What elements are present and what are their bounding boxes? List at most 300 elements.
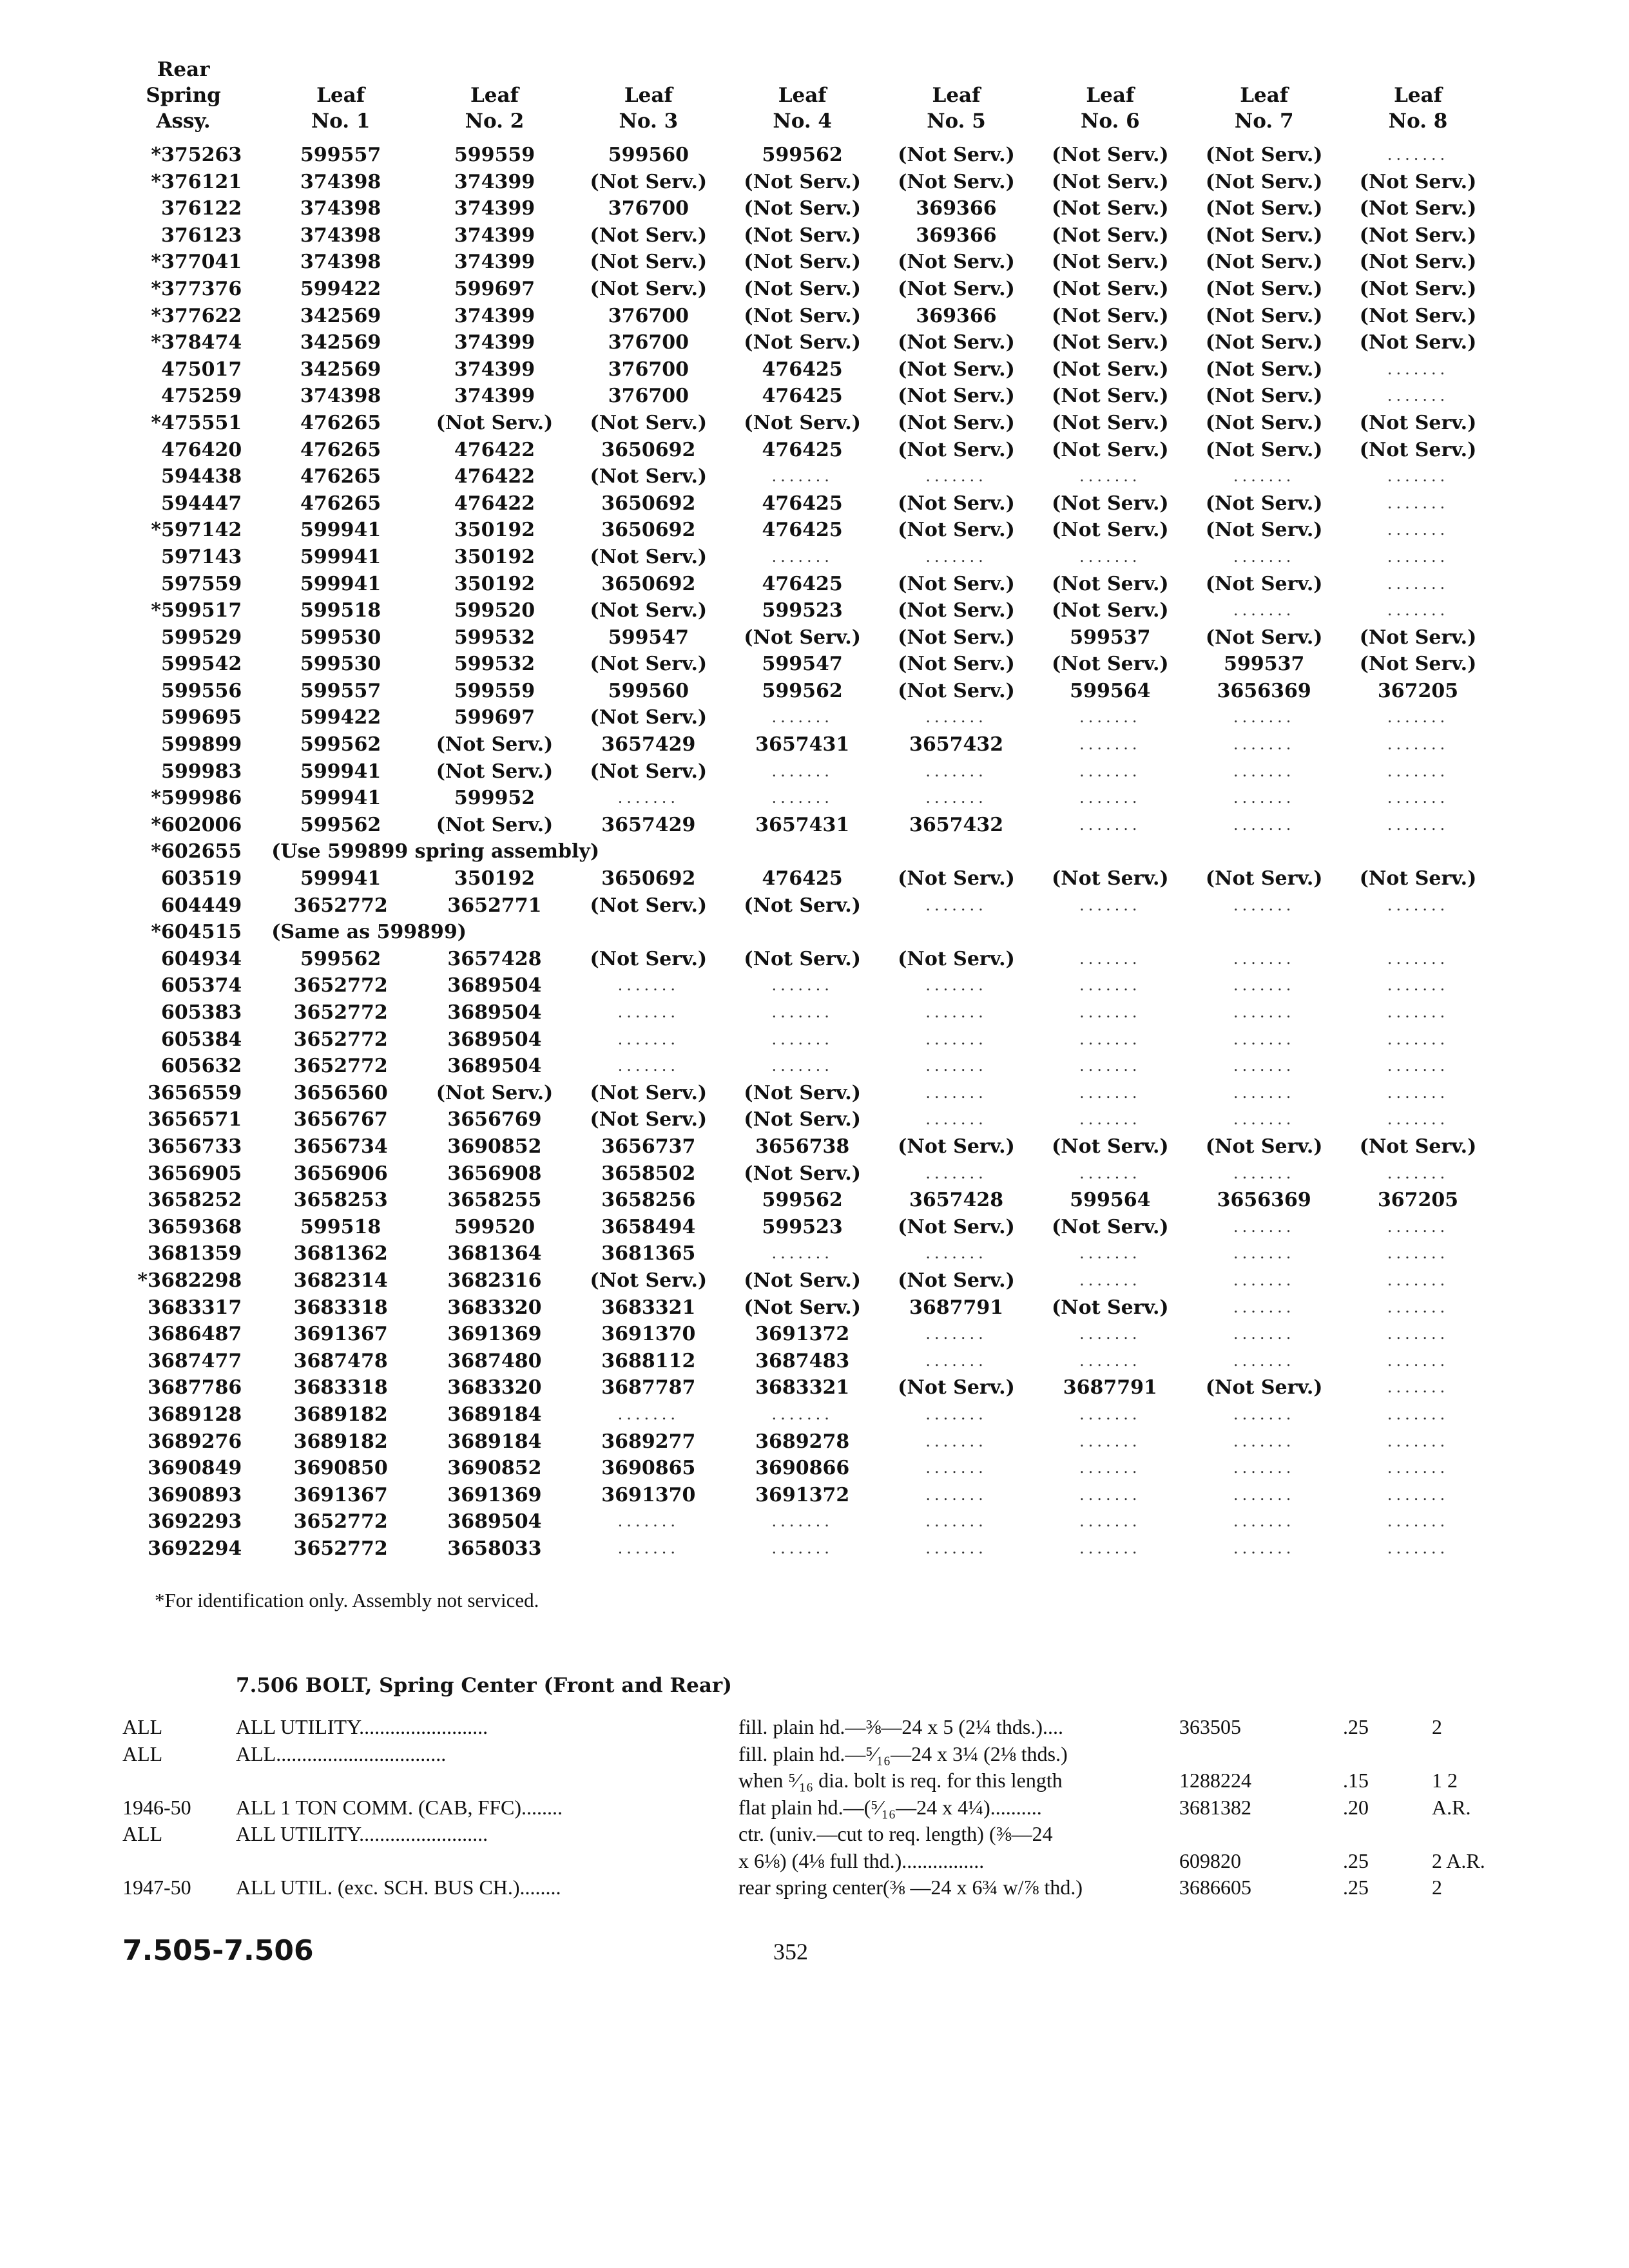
- leaf-cell: 599562: [300, 947, 381, 970]
- leaf-cell: 599520: [454, 599, 535, 622]
- leaf-cell: (Not Serv.): [898, 170, 1015, 193]
- leaf-cell: .......: [771, 467, 833, 486]
- description-cell: when ⁵⁄₁₆ dia. bolt is req. for this length: [738, 1769, 1063, 1792]
- leaf-cell: .......: [1387, 1512, 1449, 1531]
- table-row: [103, 865, 1495, 892]
- section-title: 7.506 BOLT, Spring Center (Front and Rear): [236, 1674, 732, 1697]
- leaf-cell: (Not Serv.): [1052, 1135, 1169, 1158]
- leaf-cell: .......: [925, 1083, 987, 1102]
- table-row: [103, 1240, 1495, 1267]
- leaf-cell: (Not Serv.): [1052, 251, 1169, 274]
- leaf-cell: (Not Serv.): [1052, 197, 1169, 220]
- leaf-cell: 3657429: [601, 733, 696, 756]
- leaf-cell: .......: [771, 762, 833, 780]
- leaf-cell: 599560: [608, 679, 689, 702]
- leaf-cell: (Not Serv.): [744, 277, 861, 300]
- assy-number-cell: 605374: [160, 974, 242, 997]
- leaf-cell: 3691369: [447, 1323, 542, 1346]
- leaf-cell: 3652772: [293, 894, 388, 917]
- leaf-cell: 3658253: [293, 1189, 388, 1212]
- leaf-cell: (Not Serv.): [898, 385, 1015, 408]
- leaf-cell: 3652772: [293, 1510, 388, 1533]
- leaf-cell: .......: [925, 1030, 987, 1048]
- leaf-cell: 374398: [300, 385, 381, 408]
- leaf-cell: (Not Serv.): [898, 411, 1015, 434]
- leaf-cell: .......: [1387, 1485, 1449, 1504]
- price-cell: .25: [1343, 1849, 1369, 1872]
- leaf-cell: 599941: [300, 519, 381, 542]
- table-row: [103, 249, 1495, 276]
- leaf-cell: 374399: [454, 170, 535, 193]
- assy-number-cell: *378474: [151, 331, 242, 354]
- leaf-cell: .......: [1233, 1432, 1295, 1450]
- assy-number-cell: 3690849: [148, 1457, 242, 1480]
- leaf-cell: .......: [1387, 1164, 1449, 1182]
- table-row: [103, 1267, 1495, 1294]
- leaf-cell: (Not Serv.): [898, 358, 1015, 381]
- year-cell: 1947-50: [122, 1876, 191, 1899]
- assy-number-cell: 3692294: [148, 1537, 242, 1560]
- header-leaf-4: Leaf No. 4: [773, 84, 832, 133]
- leaf-cell: (Not Serv.): [744, 1269, 861, 1292]
- leaf-cell: .......: [1387, 1432, 1449, 1450]
- leaf-cell: .......: [925, 1351, 987, 1370]
- leaf-cell: (Not Serv.): [898, 277, 1015, 300]
- table-row: [103, 624, 1495, 651]
- leaf-cell: 3691372: [755, 1323, 850, 1346]
- table-row: [103, 1026, 1495, 1053]
- leaf-cell: 350192: [454, 867, 535, 890]
- assy-number-cell: 3659368: [148, 1215, 242, 1238]
- description-cell: rear spring center(⅜ —24 x 6¾ w/⅞ thd.): [738, 1876, 1083, 1899]
- table-row: [103, 1508, 1495, 1535]
- leaf-cell: .......: [1079, 896, 1141, 914]
- assy-number-cell: *376121: [151, 170, 242, 193]
- table-row: [103, 195, 1495, 222]
- leaf-cell: 3689182: [293, 1403, 388, 1426]
- leaf-cell: 599518: [300, 599, 381, 622]
- leaf-cell: .......: [925, 708, 987, 727]
- leaf-cell: (Not Serv.): [590, 706, 708, 729]
- leaf-cell: .......: [1233, 1110, 1295, 1129]
- leaf-cell: 599941: [300, 867, 381, 890]
- leaf-cell: (Not Serv.): [1052, 599, 1169, 622]
- leaf-cell: .......: [1233, 1271, 1295, 1289]
- leaf-cell: (Not Serv.): [1052, 411, 1169, 434]
- leaf-cell: 3691370: [601, 1323, 696, 1346]
- year-cell: 1946-50: [122, 1795, 191, 1819]
- leaf-cell: .......: [1233, 949, 1295, 968]
- assy-number-cell: 475017: [160, 358, 242, 381]
- model-cell: ALL UTILITY.........................: [236, 1715, 488, 1738]
- leaf-cell: 599562: [300, 733, 381, 756]
- leaf-cell: 476425: [762, 492, 843, 515]
- leaf-cell: 3688112: [601, 1349, 696, 1372]
- leaf-cell: .......: [1079, 1083, 1141, 1102]
- leaf-cell: (Not Serv.): [436, 1081, 554, 1104]
- leaf-cell: 3687791: [909, 1296, 1004, 1319]
- leaf-cell: 3683320: [447, 1376, 542, 1399]
- leaf-cell: (Not Serv.): [590, 760, 708, 783]
- assy-number-cell: *597142: [151, 519, 242, 542]
- leaf-cell: 3652772: [293, 974, 388, 997]
- leaf-cell: 3687478: [293, 1349, 388, 1372]
- leaf-cell: .......: [617, 1512, 680, 1531]
- leaf-cell: .......: [925, 1003, 987, 1021]
- leaf-cell: 599557: [300, 144, 381, 166]
- leaf-cell: 374399: [454, 304, 535, 327]
- leaf-cell: .......: [1387, 1244, 1449, 1263]
- leaf-cell: .......: [1387, 387, 1449, 405]
- leaf-cell: .......: [1233, 1512, 1295, 1531]
- leaf-cell: (Not Serv.): [436, 813, 554, 836]
- table-row: [103, 1214, 1495, 1241]
- leaf-cell: .......: [1387, 1298, 1449, 1316]
- leaf-cell: .......: [1079, 547, 1141, 566]
- leaf-cell: .......: [1079, 1325, 1141, 1343]
- leaf-cell: .......: [1387, 1110, 1449, 1129]
- table-row: [103, 1294, 1495, 1321]
- leaf-cell: (Not Serv.): [590, 411, 708, 434]
- leaf-cell: 367205: [1377, 679, 1459, 702]
- leaf-cell: (Not Serv.): [436, 760, 554, 783]
- assy-number-cell: 599542: [160, 653, 242, 676]
- leaf-cell: 374398: [300, 251, 381, 274]
- assy-number-cell: 597559: [160, 572, 242, 595]
- table-row: [103, 571, 1495, 598]
- assy-number-cell: *602655: [151, 840, 242, 863]
- table-row: [103, 222, 1495, 249]
- table-header-row: [103, 57, 1495, 142]
- leaf-cell: (Not Serv.): [1359, 411, 1477, 434]
- leaf-cell: .......: [1233, 1485, 1295, 1504]
- leaf-cell: (Not Serv.): [898, 867, 1015, 890]
- leaf-cell: 342569: [300, 304, 381, 327]
- leaf-cell: .......: [1079, 1405, 1141, 1423]
- leaf-cell: .......: [1387, 949, 1449, 968]
- leaf-cell: .......: [1387, 1351, 1449, 1370]
- leaf-cell: (Not Serv.): [1052, 331, 1169, 354]
- assy-number-cell: *377622: [151, 304, 242, 327]
- leaf-cell: 476422: [454, 492, 535, 515]
- list-item: [0, 1848, 1629, 1875]
- description-cell: x 6⅛) (4⅛ full thd.)................: [738, 1849, 985, 1872]
- table-row: [103, 1160, 1495, 1187]
- table-row: [103, 490, 1495, 517]
- leaf-cell: 599564: [1070, 679, 1151, 702]
- leaf-cell: 3683321: [755, 1376, 850, 1399]
- leaf-cell: 599530: [300, 653, 381, 676]
- description-cell: flat plain hd.—(⁵⁄₁₆—24 x 4¼)..........: [738, 1795, 1042, 1819]
- header-leaf-2: Leaf No. 2: [465, 84, 525, 133]
- leaf-cell: 3689504: [447, 1510, 542, 1533]
- leaf-cell: (Not Serv.): [590, 1081, 708, 1104]
- leaf-cell: .......: [617, 1003, 680, 1021]
- leaf-cell: 476425: [762, 867, 843, 890]
- leaf-cell: .......: [925, 1512, 987, 1531]
- model-cell: ALL UTIL. (exc. SCH. BUS CH.)........: [236, 1876, 561, 1899]
- leaf-cell: (Not Serv.): [1205, 224, 1323, 247]
- leaf-cell: (Not Serv.): [1052, 1296, 1169, 1319]
- leaf-cell: (Not Serv.): [898, 1376, 1015, 1399]
- table-row: [103, 892, 1495, 919]
- leaf-cell: 599564: [1070, 1189, 1151, 1212]
- leaf-cell: 3683318: [293, 1376, 388, 1399]
- table-row: [103, 1455, 1495, 1482]
- leaf-cell: 599523: [762, 1215, 843, 1238]
- leaf-cell: .......: [1079, 762, 1141, 780]
- leaf-cell: (Not Serv.): [590, 170, 708, 193]
- table-body: [103, 142, 1495, 1562]
- leaf-cell: .......: [925, 896, 987, 914]
- leaf-cell: 3652772: [293, 1537, 388, 1560]
- leaf-cell: .......: [1387, 762, 1449, 780]
- leaf-cell: (Not Serv.): [898, 679, 1015, 702]
- table-row: [103, 410, 1495, 437]
- leaf-cell: (Not Serv.): [898, 438, 1015, 461]
- leaf-cell: (Not Serv.): [1359, 867, 1477, 890]
- leaf-cell: .......: [771, 976, 833, 995]
- leaf-cell: 3657431: [755, 813, 850, 836]
- leaf-cell: 599547: [608, 626, 689, 649]
- leaf-cell: 599422: [300, 706, 381, 729]
- assy-number-cell: 3656571: [148, 1108, 242, 1131]
- leaf-cell: 599532: [454, 653, 535, 676]
- leaf-cell: .......: [1387, 1405, 1449, 1423]
- leaf-cell: 342569: [300, 358, 381, 381]
- leaf-cell: 3657432: [909, 813, 1004, 836]
- leaf-cell: .......: [1387, 1378, 1449, 1397]
- assy-number-cell: 597143: [160, 545, 242, 568]
- leaf-cell: 3683320: [447, 1296, 542, 1319]
- part-number-cell: 609820: [1179, 1849, 1241, 1872]
- model-cell: ALL 1 TON COMM. (CAB, FFC)........: [236, 1795, 563, 1819]
- leaf-cell: (Not Serv.): [898, 492, 1015, 515]
- leaf-cell: .......: [771, 1539, 833, 1557]
- leaf-cell: .......: [1079, 1030, 1141, 1048]
- leaf-cell: .......: [1387, 521, 1449, 539]
- leaf-cell: .......: [1387, 1030, 1449, 1048]
- leaf-cell: .......: [1387, 1217, 1449, 1236]
- table-row: [103, 303, 1495, 330]
- leaf-cell: .......: [1079, 1003, 1141, 1021]
- table-row: [103, 758, 1495, 785]
- assy-number-cell: *604515: [151, 921, 242, 944]
- leaf-cell: (Not Serv.): [744, 170, 861, 193]
- leaf-cell: (Not Serv.): [1205, 1376, 1323, 1399]
- assy-number-cell: 3690893: [148, 1483, 242, 1506]
- leaf-cell: (Not Serv.): [1205, 277, 1323, 300]
- leaf-cell: .......: [1233, 601, 1295, 620]
- list-item: [0, 1821, 1629, 1848]
- leaf-cell: 3689277: [601, 1430, 696, 1453]
- part-number-cell: 3681382: [1179, 1795, 1251, 1819]
- leaf-cell: (Not Serv.): [898, 572, 1015, 595]
- leaf-cell: 599941: [300, 572, 381, 595]
- leaf-cell: (Not Serv.): [1359, 277, 1477, 300]
- table-row: [103, 1080, 1495, 1107]
- leaf-cell: 599560: [608, 144, 689, 166]
- leaf-cell: .......: [1233, 735, 1295, 754]
- table-row: [103, 999, 1495, 1026]
- table-row: [103, 463, 1495, 490]
- quantity-cell: 2 A.R.: [1432, 1849, 1485, 1872]
- leaf-cell: .......: [771, 1003, 833, 1021]
- rear-spring-leaf-table: [103, 57, 1495, 1562]
- leaf-cell: (Not Serv.): [590, 1269, 708, 1292]
- leaf-cell: .......: [1233, 976, 1295, 995]
- leaf-cell: 599697: [454, 706, 535, 729]
- leaf-cell: (Not Serv.): [590, 224, 708, 247]
- leaf-cell: (Not Serv.): [590, 1108, 708, 1131]
- leaf-cell: 374399: [454, 224, 535, 247]
- leaf-cell: (Not Serv.): [744, 1081, 861, 1104]
- table-row: [103, 329, 1495, 356]
- assy-number-cell: *375263: [151, 144, 242, 166]
- leaf-cell: (Not Serv.): [898, 331, 1015, 354]
- leaf-cell: .......: [1079, 1512, 1141, 1531]
- header-leaf-3: Leaf No. 3: [619, 84, 679, 133]
- leaf-cell: 476422: [454, 438, 535, 461]
- leaf-cell: 476425: [762, 385, 843, 408]
- table-row: [103, 276, 1495, 303]
- leaf-cell: (Not Serv.): [436, 411, 554, 434]
- leaf-cell: 599523: [762, 599, 843, 622]
- leaf-cell: (Not Serv.): [590, 251, 708, 274]
- year-cell: ALL: [122, 1742, 163, 1765]
- year-cell: ALL: [122, 1715, 163, 1738]
- leaf-cell: 3656738: [755, 1135, 850, 1158]
- leaf-cell: .......: [1387, 601, 1449, 620]
- leaf-cell: .......: [1387, 789, 1449, 807]
- leaf-cell: (Not Serv.): [744, 331, 861, 354]
- leaf-cell: .......: [925, 1459, 987, 1477]
- description-cell: fill. plain hd.—⁵⁄₁₆—24 x 3¼ (2⅛ thds.): [738, 1742, 1068, 1765]
- price-cell: .25: [1343, 1876, 1369, 1899]
- leaf-cell: .......: [1233, 896, 1295, 914]
- table-row: [103, 437, 1495, 464]
- assy-number-cell: 376122: [160, 197, 242, 220]
- leaf-cell: 3657431: [755, 733, 850, 756]
- leaf-cell: (Not Serv.): [898, 1269, 1015, 1292]
- leaf-cell: (Not Serv.): [744, 411, 861, 434]
- leaf-cell: .......: [771, 1030, 833, 1048]
- leaf-cell: .......: [1233, 1217, 1295, 1236]
- table-row: [103, 838, 1495, 865]
- table-row: [103, 1106, 1495, 1133]
- leaf-cell: .......: [1387, 574, 1449, 593]
- leaf-cell: 3652772: [293, 1001, 388, 1024]
- leaf-cell: .......: [1079, 1539, 1141, 1557]
- table-row: [103, 1401, 1495, 1428]
- leaf-cell: (Not Serv.): [1052, 572, 1169, 595]
- leaf-cell: .......: [1079, 1485, 1141, 1504]
- leaf-cell: .......: [771, 708, 833, 727]
- leaf-cell: .......: [925, 1057, 987, 1075]
- leaf-cell: (Not Serv.): [1052, 653, 1169, 676]
- table-row: [103, 1053, 1495, 1080]
- leaf-cell: 3691370: [601, 1483, 696, 1506]
- leaf-cell: (Not Serv.): [898, 599, 1015, 622]
- leaf-cell: .......: [1233, 467, 1295, 486]
- leaf-cell: (Not Serv.): [1052, 867, 1169, 890]
- leaf-cell: 3690852: [447, 1135, 542, 1158]
- leaf-cell: 3689504: [447, 1055, 542, 1078]
- leaf-cell: (Not Serv.): [898, 251, 1015, 274]
- leaf-cell: (Not Serv.): [590, 894, 708, 917]
- leaf-cell: (Not Serv.): [1052, 519, 1169, 542]
- leaf-cell: 599952: [454, 787, 535, 810]
- leaf-cell: 3691369: [447, 1483, 542, 1506]
- leaf-cell: .......: [925, 1539, 987, 1557]
- leaf-cell: 350192: [454, 519, 535, 542]
- leaf-cell: .......: [1387, 360, 1449, 378]
- leaf-cell: (Not Serv.): [1205, 144, 1323, 166]
- assy-number-cell: 3689128: [148, 1403, 242, 1426]
- leaf-cell: 599562: [762, 679, 843, 702]
- leaf-cell: .......: [1233, 1405, 1295, 1423]
- leaf-cell: .......: [925, 547, 987, 566]
- leaf-cell: .......: [1079, 976, 1141, 995]
- leaf-cell: (Not Serv.): [1359, 170, 1477, 193]
- leaf-cell: (Not Serv.): [1205, 304, 1323, 327]
- leaf-cell: 599941: [300, 545, 381, 568]
- leaf-cell: .......: [925, 1485, 987, 1504]
- leaf-cell: 599941: [300, 787, 381, 810]
- assy-number-cell: *377041: [151, 251, 242, 274]
- description-cell: fill. plain hd.—⅜—24 x 5 (2¼ thds.)....: [738, 1715, 1063, 1738]
- leaf-cell: (Not Serv.): [1052, 277, 1169, 300]
- leaf-cell: 476265: [300, 411, 381, 434]
- leaf-cell: 599941: [300, 760, 381, 783]
- leaf-cell: 3682314: [293, 1269, 388, 1292]
- table-row: [103, 1374, 1495, 1401]
- leaf-cell: (Not Serv.): [744, 1108, 861, 1131]
- assy-number-cell: *377376: [151, 277, 242, 300]
- leaf-cell: (Not Serv.): [744, 894, 861, 917]
- leaf-cell: (Not Serv.): [1052, 170, 1169, 193]
- table-row: [103, 678, 1495, 705]
- leaf-cell: .......: [1079, 1271, 1141, 1289]
- leaf-cell: (Not Serv.): [1205, 331, 1323, 354]
- leaf-cell: .......: [1233, 708, 1295, 727]
- leaf-cell: 599520: [454, 1215, 535, 1238]
- leaf-cell: (Not Serv.): [590, 653, 708, 676]
- leaf-cell: .......: [1079, 467, 1141, 486]
- leaf-cell: .......: [1079, 1110, 1141, 1129]
- table-row: [103, 919, 1495, 946]
- leaf-cell: .......: [771, 1512, 833, 1531]
- leaf-cell: (Not Serv.): [744, 1162, 861, 1185]
- leaf-cell: 3683318: [293, 1296, 388, 1319]
- leaf-cell: 599562: [762, 1189, 843, 1212]
- leaf-cell: (Not Serv.): [1205, 197, 1323, 220]
- leaf-cell: (Not Serv.): [590, 465, 708, 488]
- leaf-cell: .......: [1079, 789, 1141, 807]
- leaf-cell: 367205: [1377, 1189, 1459, 1212]
- leaf-cell: 3690866: [755, 1457, 850, 1480]
- leaf-cell: .......: [1387, 735, 1449, 754]
- leaf-cell: 3656369: [1217, 1189, 1311, 1212]
- assy-number-cell: 3686487: [148, 1323, 242, 1346]
- leaf-cell: .......: [925, 762, 987, 780]
- leaf-cell: 599562: [762, 144, 843, 166]
- leaf-cell: (Not Serv.): [1359, 626, 1477, 649]
- header-leaf-5: Leaf No. 5: [927, 84, 986, 133]
- leaf-cell: .......: [1079, 1057, 1141, 1075]
- leaf-cell: 476265: [300, 492, 381, 515]
- assy-number-cell: 3692293: [148, 1510, 242, 1533]
